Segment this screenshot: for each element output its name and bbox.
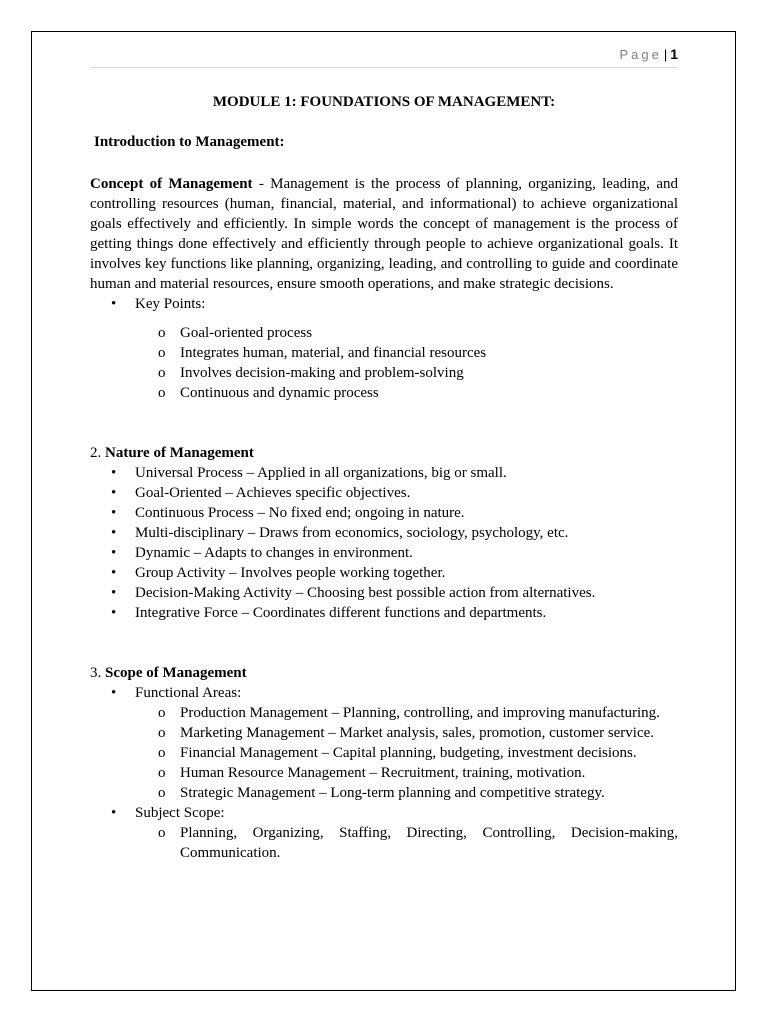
section-number: 3. — [90, 665, 102, 681]
subject-scope-sublist — [135, 823, 678, 863]
functional-area-text: Financial Management – Capital planning, budgeting, investment decisions. — [180, 745, 637, 761]
key-points-sublist — [135, 323, 678, 403]
sub-marker: o — [158, 745, 166, 761]
sub-marker: o — [158, 385, 166, 401]
list-item — [90, 763, 678, 783]
functional-areas-item — [90, 683, 678, 803]
nature-list — [90, 463, 678, 623]
list-item: • Dynamic – Adapts to changes in environment. — [90, 543, 678, 563]
scope-heading — [90, 663, 678, 683]
section-number: 2. — [90, 445, 102, 461]
page-number: 1 — [670, 46, 678, 62]
intro-heading: Introduction to Management: — [94, 134, 285, 150]
list-item — [90, 703, 678, 723]
key-points-item — [90, 294, 678, 403]
scope-list — [90, 683, 678, 863]
page-label: Page — [619, 47, 662, 62]
functional-area-text: Strategic Management – Long-term planning and competitive strategy. — [180, 785, 605, 801]
functional-areas-label: Functional Areas: — [135, 685, 242, 701]
list-item — [90, 343, 678, 363]
subject-scope-text: Planning, Organizing, Staffing, Directing, Controlling, Decision-making, Communication. — [180, 825, 678, 861]
list-item: • Goal-Oriented – Achieves specific objectives. — [90, 483, 678, 503]
sub-marker: o — [158, 345, 166, 361]
list-item — [90, 783, 678, 803]
list-item: • Multi-disciplinary – Draws from economics, sociology, psychology, etc. — [90, 523, 678, 543]
functional-area-text: Marketing Management – Market analysis, sales, promotion, customer service. — [180, 725, 655, 741]
key-point-text: Integrates human, material, and financial resources — [180, 345, 487, 361]
functional-area-text: Human Resource Management – Recruitment, training, motivation. — [180, 765, 586, 781]
list-item — [90, 743, 678, 763]
sub-marker: o — [158, 365, 166, 381]
subject-scope-item — [90, 803, 678, 863]
list-item — [90, 823, 678, 863]
sub-marker: o — [158, 705, 166, 721]
concept-term: Concept of Management — [90, 176, 253, 192]
key-point-text: Goal-oriented process — [180, 325, 313, 341]
section-title: Scope of Management — [105, 665, 247, 681]
key-point-text: Involves decision-making and problem-solving — [180, 365, 464, 381]
sub-marker: o — [158, 725, 166, 741]
section-title: Nature of Management — [105, 445, 254, 461]
module-title: MODULE 1: FOUNDATIONS OF MANAGEMENT: — [212, 94, 556, 110]
list-item: • Decision-Making Activity – Choosing best possible action from alternatives. — [90, 583, 678, 603]
list-item: • Continuous Process – No fixed end; ongoing in nature. — [90, 503, 678, 523]
functional-areas-sublist — [135, 703, 678, 803]
list-item: • Group Activity – Involves people working together. — [90, 563, 678, 583]
list-item — [90, 323, 678, 343]
list-item: • Universal Process – Applied in all organizations, big or small. — [90, 463, 678, 483]
list-item — [90, 383, 678, 403]
list-item — [90, 363, 678, 383]
concept-text: - Management is the process of planning, organizing, leading, and controlling resources (human, financial, material, and informational) to achieve organizational goals effectively and efficiently. In simple words the concept of management is the process of getting things done effectively and efficiently through people to achieve organizational goals. It involves key functions like planning, organizing, leading, and controlling to guide and coordinate human and material resources, ensure smooth operations, and make strategic decisions. — [90, 176, 678, 292]
sub-marker: o — [158, 785, 166, 801]
sub-marker: o — [158, 765, 166, 781]
functional-area-text: Production Management – Planning, controlling, and improving manufacturing. — [180, 705, 660, 721]
page-header — [90, 46, 678, 68]
key-points-label: Key Points: — [135, 296, 206, 312]
list-item — [90, 723, 678, 743]
sub-marker: o — [158, 825, 166, 841]
key-points-list — [90, 294, 678, 403]
page-separator: | — [663, 47, 668, 62]
concept-paragraph — [90, 174, 678, 294]
document-body — [90, 92, 678, 863]
nature-heading — [90, 443, 678, 463]
sub-marker: o — [158, 325, 166, 341]
list-item: • Integrative Force – Coordinates different functions and departments. — [90, 603, 678, 623]
subject-scope-label: Subject Scope: — [135, 805, 225, 821]
key-point-text: Continuous and dynamic process — [180, 385, 379, 401]
